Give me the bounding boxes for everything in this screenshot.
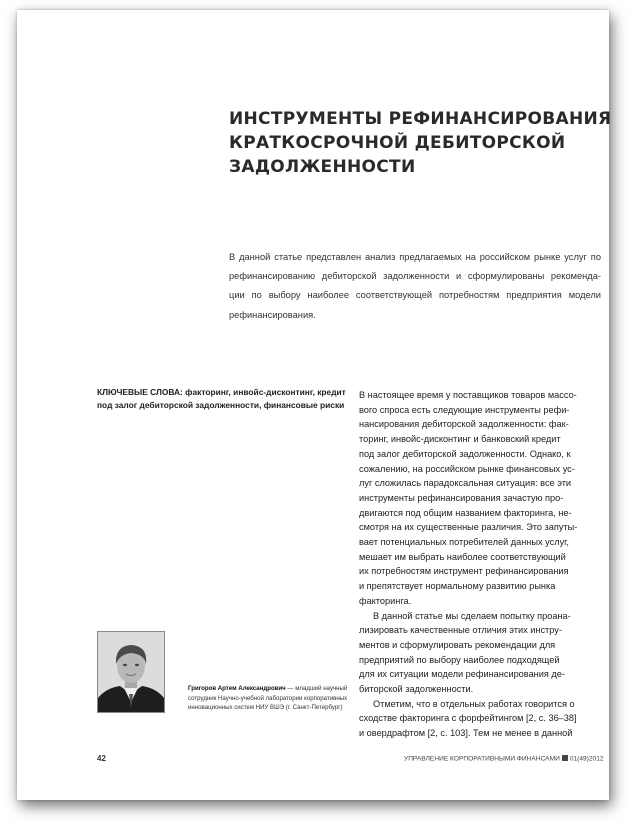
author-info (188, 684, 358, 713)
author-line: сотрудник Научно-учебной лаборатории корпоративных (188, 694, 348, 702)
title-line: ИНСТРУМЕНТЫ РЕФИНАНСИРОВАНИЯ (229, 109, 612, 129)
body-line: факторинга. (359, 595, 412, 606)
article-page (17, 10, 612, 800)
body-line: под залог дебиторской задолженности. Однако, к (359, 448, 571, 459)
abstract-line: рефинансированию дебиторской задолженности и сформулированы рекоменда- (229, 271, 601, 282)
body-line: сходстве факторинга с форфейтингом [2, с. 36–38] (359, 713, 577, 724)
body-line: Отметим, что в отдельных работах говорится о (373, 698, 575, 709)
article-title (229, 107, 612, 179)
body-line: луг сложилась парадоксальная ситуация: все эти (359, 478, 572, 489)
body-line: смотря на их существенные различия. Это запуты- (359, 522, 578, 533)
journal-name: УПРАВЛЕНИЕ КОРПОРАТИВНЫМИ ФИНАНСАМИ (404, 755, 560, 763)
abstract-line: рефинансирования. (229, 309, 316, 320)
abstract (229, 248, 601, 325)
title-line: ЗАДОЛЖЕННОСТИ (229, 157, 416, 177)
journal-footer (404, 755, 604, 763)
author-line (188, 684, 358, 694)
body-line: мешает им выбрать наиболее соответствующий (359, 551, 566, 562)
body-line: В данной статье мы сделаем попытку проана- (373, 610, 571, 621)
body-line: лизировать качественные отличия этих инстру- (359, 625, 562, 636)
body-line: сожалению, на российском рынке финансовых ус- (359, 463, 575, 474)
body-line: вает потенциальных потребителей данных услуг, (359, 537, 569, 548)
body-line: ментов и сформулировать рекомендации для (359, 639, 556, 650)
abstract-line: ции по выбору наиболее соответствующей потребностям предприятия модели (229, 290, 601, 301)
abstract-line: В данной статье представлен анализ предлагаемых на российском рынке услуг по (229, 252, 601, 262)
body-line: предприятий по выбору наиболее подходящей (359, 654, 560, 665)
keywords-line: под залог дебиторской задолженности, финансовые риски (97, 400, 345, 410)
title-line: КРАТКОСРОЧНОЙ ДЕБИТОРСКОЙ (229, 133, 566, 153)
body-line: В настоящее время у поставщиков товаров массо- (359, 390, 577, 400)
author-position: — младший научный (285, 685, 348, 692)
body-line: нансирования дебиторской задолженности: фак- (359, 419, 569, 430)
body-line: и препятствует нормальному развитию рынка (359, 581, 556, 592)
author-name: Григоров Артем Александрович (188, 685, 286, 692)
body-line: вого спроса есть следующие инструменты рефи- (359, 404, 570, 415)
author-portrait-icon (98, 632, 164, 712)
body-line: двигаются под общим названием факторинга, не- (359, 507, 572, 518)
issue-number: 01(49)2012 (569, 755, 604, 763)
keywords-line: КЛЮЧЕВЫЕ СЛОВА: факторинг, инвойс-дисконтинг, кредит (97, 387, 346, 397)
body-line: их потребностям инструмент рефинансирования (359, 566, 569, 577)
article-body (359, 388, 605, 741)
body-line: торинг, инвойс-дисконтинг и банковский кредит (359, 434, 561, 445)
body-line: инструменты рефинансирования зачастую про- (359, 492, 564, 503)
page-number: 42 (97, 754, 106, 763)
body-line: для их ситуации модели рефинансирования де- (359, 669, 565, 680)
square-separator-icon (562, 755, 568, 761)
author-photo (97, 631, 165, 713)
keywords (97, 386, 346, 412)
author-line: инновационных систем НИУ ВШЭ (г. Санкт-Петербург) (188, 704, 343, 712)
body-line: и овердрафтом [2, с. 103]. Тем не менее в данной (359, 728, 573, 739)
body-line: биторской задолженности. (359, 684, 474, 695)
